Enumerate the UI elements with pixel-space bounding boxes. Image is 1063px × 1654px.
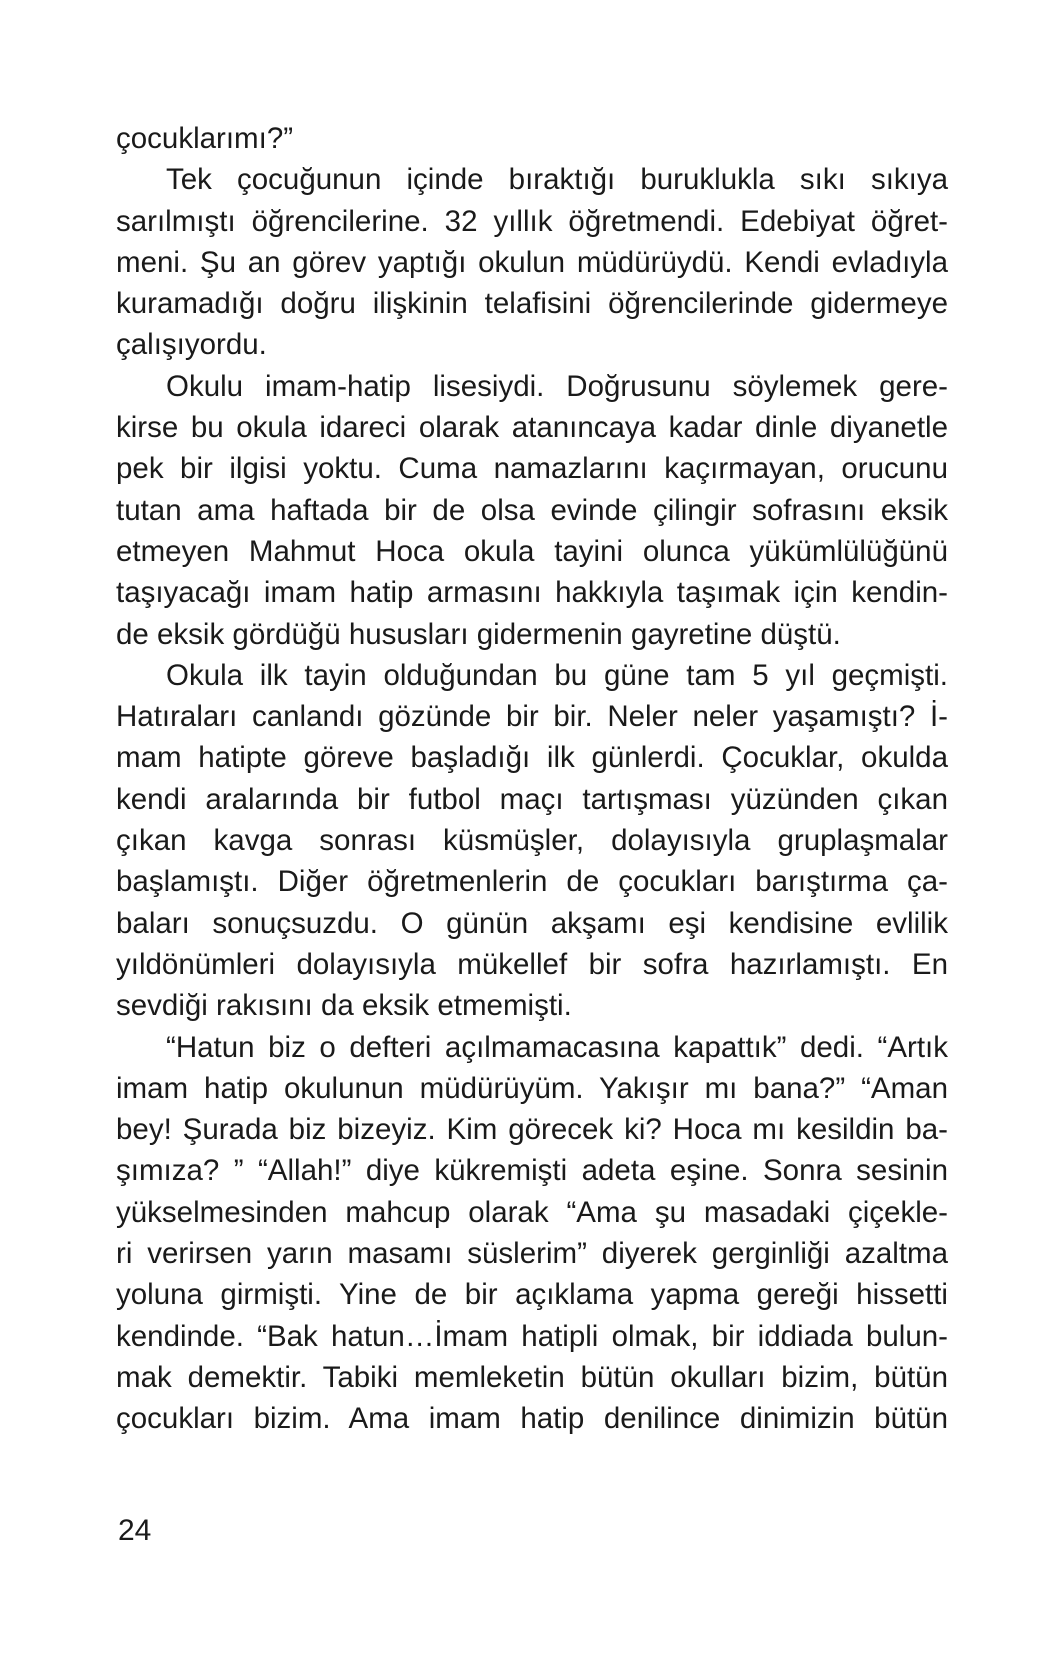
text-line: sarılmıştı öğrencilerine. 32 yıllık öğretmendi. Edebiyat öğret-: [116, 204, 948, 238]
text-line: etmeyen Mahmut Hoca okula tayini olunca yükümlülüğünü: [116, 534, 948, 568]
text-line: kuramadığı doğru ilişkinin telafisini öğrencilerinde gidermeye: [116, 287, 948, 321]
text-line: tutan ama haftada bir de olsa evinde çilingir sofrasını eksik: [116, 493, 948, 527]
text-line: kirse bu okula idareci olarak atanıncaya kadar dinle diyanetle: [116, 411, 948, 445]
paragraph-first-line: “Hatun biz o defteri açılmamacasına kapattık” dedi. “Artık: [166, 1030, 948, 1064]
text-line: çocukları bizim. Ama imam hatip denilince dinimizin bütün: [116, 1402, 948, 1436]
text-line: ri verirsen yarın masamı süslerim” diyerek gerginliği azaltma: [116, 1237, 948, 1271]
text-line: kendi aralarında bir futbol maçı tartışması yüzünden çıkan: [116, 782, 948, 816]
paragraph-first-line: Tek çocuğunun içinde bıraktığı buruklukla sıkı sıkıya: [166, 163, 948, 197]
text-line: şımıza? ” “Allah!” diye kükremişti adeta eşine. Sonra sesinin: [116, 1154, 948, 1188]
text-line: Hatıraları canlandı gözünde bir bir. Neler neler yaşamıştı? İ-: [116, 700, 948, 734]
text-line: yoluna girmişti. Yine de bir açıklama yapma gereği hissetti: [116, 1278, 948, 1312]
text-line: imam hatip okulunun müdürüyüm. Yakışır mı bana?” “Aman: [116, 1071, 948, 1105]
text-line: çocuklarımı?”: [116, 122, 294, 155]
paragraph-first-line: Okula ilk tayin olduğundan bu güne tam 5 yıl geçmişti.: [166, 658, 948, 692]
paragraph-last-line: sevdiği rakısını da eksik etmemişti.: [116, 989, 572, 1023]
text-line: pek bir ilgisi yoktu. Cuma namazlarını kaçırmayan, orucunu: [116, 452, 948, 486]
text-line: bey! Şurada biz bizeyiz. Kim görecek ki? Hoca mı kesildin ba-: [116, 1113, 948, 1147]
text-line: yıldönümleri dolayısıyla mükellef bir sofra hazırlamıştı. En: [116, 947, 948, 981]
text-line: baları sonuçsuzdu. O günün akşamı eşi kendisine evlilik: [116, 906, 948, 940]
text-line: kendinde. “Bak hatun…İmam hatipli olmak, bir iddiada bulun-: [116, 1319, 948, 1353]
text-line: meni. Şu an görev yaptığı okulun müdürüydü. Kendi evladıyla: [116, 245, 948, 279]
paragraph-last-line: çalışıyordu.: [116, 328, 267, 362]
body-text: [116, 118, 948, 1440]
paragraph-last-line: de eksik gördüğü hususları gidermenin gayretine düştü.: [116, 617, 841, 651]
text-line: taşıyacağı imam hatip armasını hakkıyla taşımak için kendin-: [116, 576, 948, 610]
text-line: mam hatipte göreve başladığı ilk günlerdi. Çocuklar, okulda: [116, 741, 948, 775]
text-line: mak demektir. Tabiki memleketin bütün okulları bizim, bütün: [116, 1360, 948, 1394]
text-line: yükselmesinden mahcup olarak “Ama şu masadaki çiçekle-: [116, 1195, 948, 1229]
paragraph-first-line: Okulu imam-hatip lisesiydi. Doğrusunu söylemek gere-: [166, 369, 948, 403]
text-line: başlamıştı. Diğer öğretmenlerin de çocukları barıştırma ça-: [116, 865, 948, 899]
text-line: çıkan kavga sonrası küsmüşler, dolayısıyla gruplaşmalar: [116, 824, 948, 858]
page-number: 24: [118, 1514, 152, 1547]
